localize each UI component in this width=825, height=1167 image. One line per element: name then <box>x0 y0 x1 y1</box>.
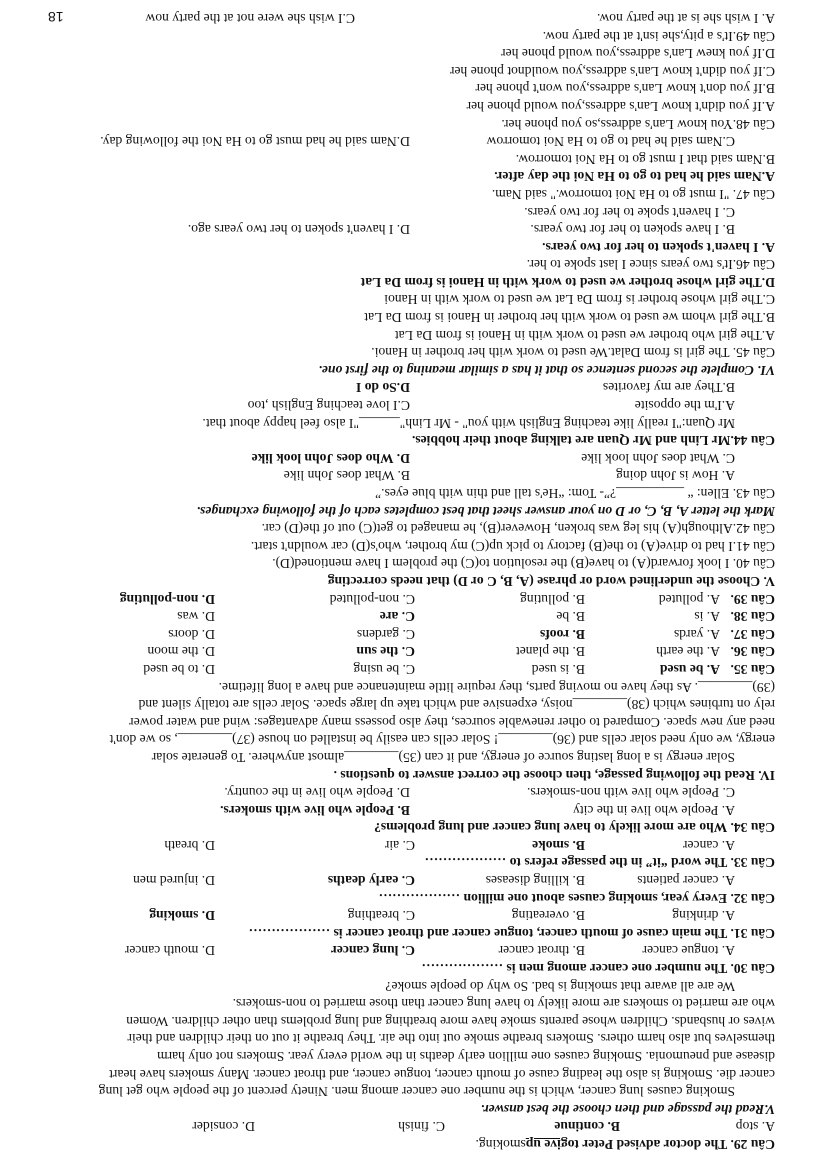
q43-option-a: A. How is John doing <box>616 468 735 484</box>
q44-options-ac <box>35 396 775 414</box>
q37-option-c: C. gardens <box>356 626 415 642</box>
q30-option-b: B. throat cancer <box>498 943 585 959</box>
q37-option-d: D. doors <box>168 626 215 642</box>
q43-option-b: B. What does John like <box>283 468 410 484</box>
section-6-title: VI. Complete the second sentence so that it has a similar meaning to the first one. <box>318 362 775 378</box>
passage-4-line: (39)________. As they have no moving parts, they require little maintenance and have a long lifetime. <box>218 679 775 695</box>
passage-5-line: We are all aware that smoking is bad. So why do people smoke? <box>385 978 735 994</box>
q34-options-ab <box>35 801 775 819</box>
q38-label: Câu 38. <box>730 609 775 625</box>
passage-4-line: rely on turbines which (38)________noisy, expensive and which take up large space. Solar cells are totally silent and <box>138 697 775 713</box>
q39-option-d: D. non-polluting <box>119 591 215 607</box>
q39-option-a: A. polluted <box>658 591 720 607</box>
q34-option-a: A. People who live in the city <box>573 802 735 818</box>
passage-5-line: wives or husbands. Children whose parents smoke have more breathing and lung problems than other children. Women <box>126 1013 775 1029</box>
page-content <box>35 9 775 1153</box>
q29-option-b: B. continue <box>554 1119 620 1135</box>
question-43: Câu 43. Ellen: “ __________?”- Tom: “He's tall and thin with blue eyes.” <box>375 486 775 502</box>
q31-option-a: A. drinking <box>672 908 735 924</box>
q47-option-a: A.Nam said he had to go to Ha Noi the day after. <box>494 169 775 185</box>
question-33: Câu 33. The word “it” in the passage refers to ……………… <box>424 855 775 871</box>
section-5-title: V.Read the passage and then choose the best answer. <box>480 1101 775 1117</box>
q32-option-d: D. injured men <box>133 873 215 889</box>
q36-option-d: D. the moon <box>147 644 215 660</box>
question-47: Câu 47. "I must go to Ha Noi tomorrow." said Nam. <box>491 186 775 202</box>
q43-option-c: C. What does John look like <box>581 450 735 466</box>
q46-option-d: D. I haven't spoken to her two years ago. <box>187 222 410 238</box>
q30-option-c: C. lung cancer <box>330 943 415 959</box>
q36-label: Câu 36. <box>730 644 775 660</box>
q30-option-a: A. tongue cancer <box>642 943 735 959</box>
q34-option-d: D. People who live in the country. <box>224 785 410 801</box>
question-40: Câu 40. I look forward(A) to have(B) the resolution to(C) the problem I have mentioned(D). <box>272 556 775 572</box>
q31-option-c: C. breathing <box>347 908 415 924</box>
q47-options-cd <box>35 133 775 151</box>
q32-option-c: C. early deaths <box>327 873 415 889</box>
q33-option-a: A. cancer <box>682 837 735 853</box>
question-29 <box>35 1135 775 1153</box>
question-44: Câu 44.Mr Linh and Mr Quan are talking about their hobbies. <box>411 433 775 449</box>
q33-option-b: B. smoke <box>532 837 585 853</box>
q44-dialogue: Mr Quan:"I really like teaching English with you" - Mr Linh"______"I also feel happy about that. <box>202 415 735 431</box>
q38-option-a: A. is <box>694 609 720 625</box>
q35-label: Câu 35. <box>730 661 775 677</box>
q35-option-d: D. to be used <box>143 661 215 677</box>
q31-option-d: D. smoking <box>149 908 215 924</box>
question-38 <box>35 608 775 626</box>
q32-option-a: A. cancer patients <box>637 873 735 889</box>
passage-5-line: Smoking causes lung cancer, which is the number one cancer among men. Ninety percent of the people who get lung <box>98 1084 735 1100</box>
q35-option-a: A. be used <box>659 661 720 677</box>
q35-option-b: B. is used <box>531 661 585 677</box>
q49-option-c: C.I wish she were not at the party now <box>145 11 355 26</box>
q49-option-a: A. I wish she is at the party now. <box>596 11 775 26</box>
passage-5-line: cancer die. Smoking is also the leading cause of mouth cancer, tongue cancer, and throat cancer. Many smokers have heart <box>109 1066 775 1082</box>
q36-option-a: A. the earth <box>656 644 720 660</box>
q37-option-a: A. yards <box>673 626 720 642</box>
passage-5-line: themselves but also harm others. Smokers breathe smoke out into the air. They breathe it out on their children and their <box>127 1031 775 1047</box>
question-46: Câu 46.It's two years since I last spoke to her. <box>526 257 775 273</box>
section-5b-title: V. Choose the underlined word or phrase (A, B, C or D) that needs correcting <box>327 574 775 589</box>
q38-option-b: B. be <box>556 609 585 625</box>
question-41: Câu 41.I had to drive(A) to the(B) factory to pick up(C) my brother, who's(D) car wouldn't start. <box>250 538 775 554</box>
q29-option-d: D. consider <box>192 1119 255 1135</box>
q29-tail: smoking. <box>475 1137 526 1152</box>
q30-options <box>35 942 775 960</box>
question-30: Câu 30. The number one cancer among men is ……………… <box>421 961 775 977</box>
question-49: Câu 49.It's a pity,she isn't at the party now. <box>542 28 775 44</box>
q46-option-a: A. I haven't spoken to her for two years. <box>542 239 775 255</box>
q37-option-b: B. roofs <box>539 626 585 642</box>
q46-option-b: B. I have spoken to her for two years. <box>530 222 735 238</box>
passage-5-line: who are married to smokers are more likely to have lung cancer than those married to non-smokers. <box>232 996 775 1012</box>
q35-option-c: C. be using <box>353 661 415 677</box>
q47-option-d: D.Nam said he had must go to Ha Noi the following day. <box>100 134 410 150</box>
q44-option-b: B.They are my favorites <box>602 380 735 396</box>
q33-option-d: D. breath <box>164 837 215 853</box>
question-37 <box>35 625 775 643</box>
q34-option-b: B. People who live with smokers. <box>220 802 410 818</box>
q45-option-a: A.The girl who brother we used to work with in Hanoi is from Da Lat <box>394 327 775 343</box>
section-mark-title: Mark the letter A, B, C, or D on your answer sheet that best completes each of the following exchanges. <box>196 503 775 519</box>
q46-option-c: C. I haven't spoke to her for two years. <box>524 204 735 220</box>
passage-4-line: energy, we only need solar cells and (36)________! Solar cells can easily be installed on house (37)________, so we don't <box>109 732 775 748</box>
question-48: Câu 48.You know Lan's address,so you phone her. <box>501 116 775 132</box>
q39-option-b: B. polluting <box>520 591 585 607</box>
q39-option-c: C. non-polluted <box>329 591 415 607</box>
passage-5-line: disease and pneumonia. Smoking causes one million early deaths in the world every year. Smokers not only harm <box>157 1049 775 1065</box>
q38-option-d: D. was <box>177 609 215 625</box>
question-34: Câu 34. Who are more likely to have lung cancer and lung problems? <box>374 820 775 836</box>
q33-options <box>35 836 775 854</box>
question-42: Câu 42.Although(A) his leg was broken, However(B), he managed to get(C) out of the(D) car. <box>261 521 775 537</box>
question-35 <box>35 660 775 678</box>
q48-option-d: D.If you knew Lan's address,you would phone her <box>501 46 775 62</box>
q44-option-a: A.I'm the opposite <box>634 398 735 414</box>
passage-4-line: need any new space. Compared to other renewable sources, they also possess many advantages: wind and water power <box>129 714 775 730</box>
q43-options-cd <box>35 449 775 467</box>
q29-options <box>35 1118 775 1136</box>
question-32: Câu 32. Every year, smoking causes about one million ……………… <box>378 890 775 906</box>
question-45: Câu 45. The girl is from Dalat.We used to work with her brother in Hanoi. <box>371 345 775 361</box>
q49-options <box>35 9 775 27</box>
q36-option-c: C. the sun <box>356 644 415 660</box>
q29-key: give up <box>525 1137 568 1152</box>
q30-option-d: D. mouth cancer <box>124 943 215 959</box>
page-number: 18 <box>48 9 64 26</box>
q31-option-b: B. overeating <box>511 908 585 924</box>
q32-options <box>35 872 775 890</box>
q48-option-c: C.If you didn't know Lan's address,you wouldnot phone her <box>449 63 775 79</box>
q32-option-b: B. killing diseases <box>485 873 585 889</box>
q34-options-cd <box>35 784 775 802</box>
q29-stem: Câu 29. The doctor advised Peter to <box>567 1137 775 1152</box>
q44-option-c: C.I love teaching English ,too <box>247 398 410 414</box>
question-39 <box>35 590 775 608</box>
q44-options-bd <box>35 379 775 397</box>
q29-option-c: C. finish <box>398 1119 445 1135</box>
question-36 <box>35 643 775 661</box>
q43-options-ab <box>35 467 775 485</box>
q38-option-c: C. are <box>379 609 415 625</box>
q33-option-c: C. air <box>384 837 415 853</box>
q48-option-a: A.If you didn't know Lan's address,you would phone her <box>466 98 775 114</box>
q37-label: Câu 37. <box>730 626 775 642</box>
q43-option-d: D. Who does John look like <box>251 450 410 466</box>
q48-option-b: B.If you don't know Lan's address,you won't phone her <box>475 81 775 97</box>
q29-option-a: A. stop <box>735 1119 775 1135</box>
q45-option-b: B.The girl whom we used to work with her brother in Hanoi is from Da Lat <box>364 310 775 326</box>
passage-4-line: Solar energy is a long lasting source of energy, and it can (35)________almost anywhere. To generate solar <box>151 749 735 765</box>
q47-option-b: B.Nam said that I must go to Ha Noi tomorrow. <box>515 151 775 167</box>
question-31: Câu 31. The main cause of mouth cancer, tongue cancer and throat cancer is ……………… <box>248 925 775 941</box>
q45-option-c: C.The girl whose brother is from Da Lat we used to work with in Hanoi <box>384 292 775 308</box>
q36-option-b: B. the planet <box>515 644 585 660</box>
section-4-title: IV. Read the following passage, then choose the correct answer to questions . <box>333 767 775 783</box>
q44-option-d: D.So do I <box>355 380 410 396</box>
q45-option-d: D.The girl whose brother we used to work with in Hanoi is from Da Lat <box>360 274 775 290</box>
q34-option-c: C. People who live with non-smokers. <box>526 785 735 801</box>
q31-options <box>35 907 775 925</box>
q47-option-c: C.Nam said he had to go to Ha Noi tomorrow <box>486 134 735 150</box>
q46-options-bd <box>35 221 775 239</box>
q39-label: Câu 39. <box>730 591 775 607</box>
